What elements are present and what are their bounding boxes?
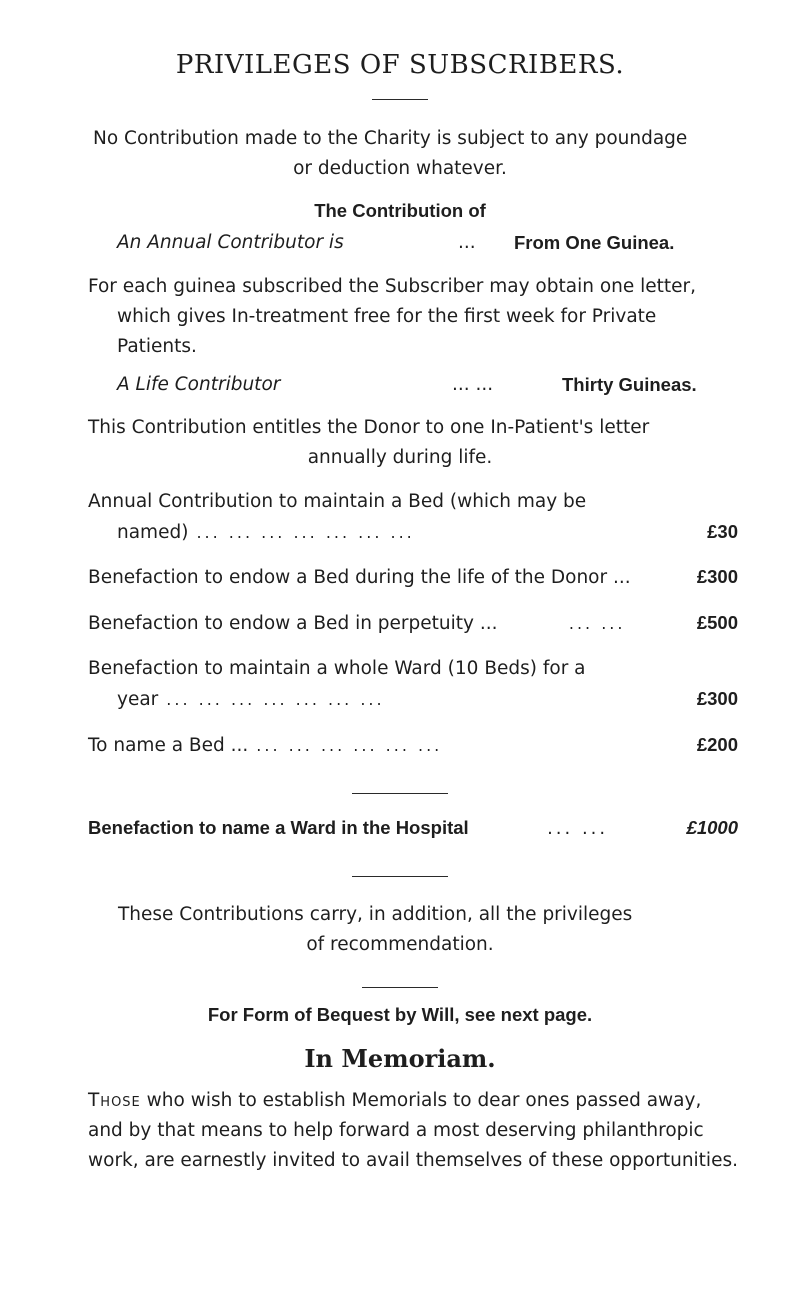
memoriam-line-1 <box>88 1086 701 1116</box>
bed-annual-label: named) <box>117 522 189 543</box>
life-dots: ... ... <box>452 374 494 395</box>
endow-life-label: Benefaction to endow a Bed during the life of the Donor ... <box>88 567 631 588</box>
annual-dots: ... <box>458 232 476 253</box>
memoriam-first-word: Those <box>88 1090 141 1111</box>
title-divider <box>372 99 428 100</box>
divider-1 <box>352 793 448 794</box>
ward-line-1: Benefaction to maintain a whole Ward (10 Beds) for a <box>88 658 586 679</box>
contribution-heading: The Contribution of <box>314 200 486 221</box>
life-value: Thirty Guineas. <box>562 374 697 395</box>
bed-annual-amount: £30 <box>707 521 738 542</box>
privileges-note-line-2: of recommendation. <box>306 934 494 955</box>
endow-perpetuity-label: Benefaction to endow a Bed in perpetuity ... <box>88 613 498 634</box>
intro-line-2: or deduction whatever. <box>293 158 507 179</box>
annual-note-line-1: For each guinea subscribed the Subscriber may obtain one letter, <box>88 276 697 297</box>
name-ward-dots: ... ... <box>547 818 609 839</box>
annual-note-line-3: Patients. <box>117 336 197 357</box>
bed-annual-line-1: Annual Contribution to maintain a Bed (which may be <box>88 491 587 512</box>
life-note-line-2: annually during life. <box>307 447 493 468</box>
name-ward-amount: £1000 <box>686 817 738 838</box>
endow-life-amount: £300 <box>696 566 738 587</box>
endow-perpetuity-row <box>88 608 738 639</box>
endow-life-row <box>88 562 738 593</box>
annual-contributor-label: An Annual Contributor is <box>117 232 344 253</box>
annual-value: From One Guinea. <box>514 232 675 253</box>
memoriam-line-3: work, are earnestly invited to avail themselves of these opportunities. <box>88 1150 738 1171</box>
life-contributor-label: A Life Contributor <box>117 374 281 395</box>
ward-amount: £300 <box>696 688 738 709</box>
intro-line-1: No Contribution made to the Charity is subject to any poundage <box>93 128 688 149</box>
endow-perpetuity-amount: £500 <box>696 612 738 633</box>
bed-annual-row <box>117 517 738 548</box>
annual-note-line-2: which gives In-treatment free for the first week for Private <box>117 306 657 327</box>
ward-dots: ... ... ... ... ... ... ... <box>166 690 385 709</box>
ward-label: year <box>117 689 159 710</box>
endow-perpetuity-dots: ... ... <box>568 614 626 633</box>
name-bed-dots: ... ... ... ... ... ... <box>256 736 443 755</box>
page-title: PRIVILEGES OF SUBSCRIBERS. <box>175 50 625 80</box>
name-ward-row <box>88 817 738 839</box>
privileges-note-line-1: These Contributions carry, in addition, all the privileges <box>118 904 633 925</box>
bequest-note: For Form of Bequest by Will, see next page. <box>207 1004 593 1025</box>
name-bed-label: To name a Bed ... <box>88 735 249 756</box>
name-ward-label: Benefaction to name a Ward in the Hospital <box>88 817 469 838</box>
divider-3 <box>362 987 438 988</box>
memoriam-heading: In Memoriam. <box>304 1044 496 1073</box>
ward-row <box>117 684 738 715</box>
divider-2 <box>352 876 448 877</box>
memoriam-line-1-rest: who wish to establish Memorials to dear ones passed away, <box>140 1090 702 1111</box>
name-bed-amount: £200 <box>696 734 738 755</box>
life-note-line-1: This Contribution entitles the Donor to one In-Patient's letter <box>88 417 650 438</box>
memoriam-line-2: and by that means to help forward a most deserving philanthropic <box>88 1120 704 1141</box>
bed-annual-dots: ... ... ... ... ... ... ... <box>196 523 415 542</box>
name-bed-row <box>88 730 738 761</box>
